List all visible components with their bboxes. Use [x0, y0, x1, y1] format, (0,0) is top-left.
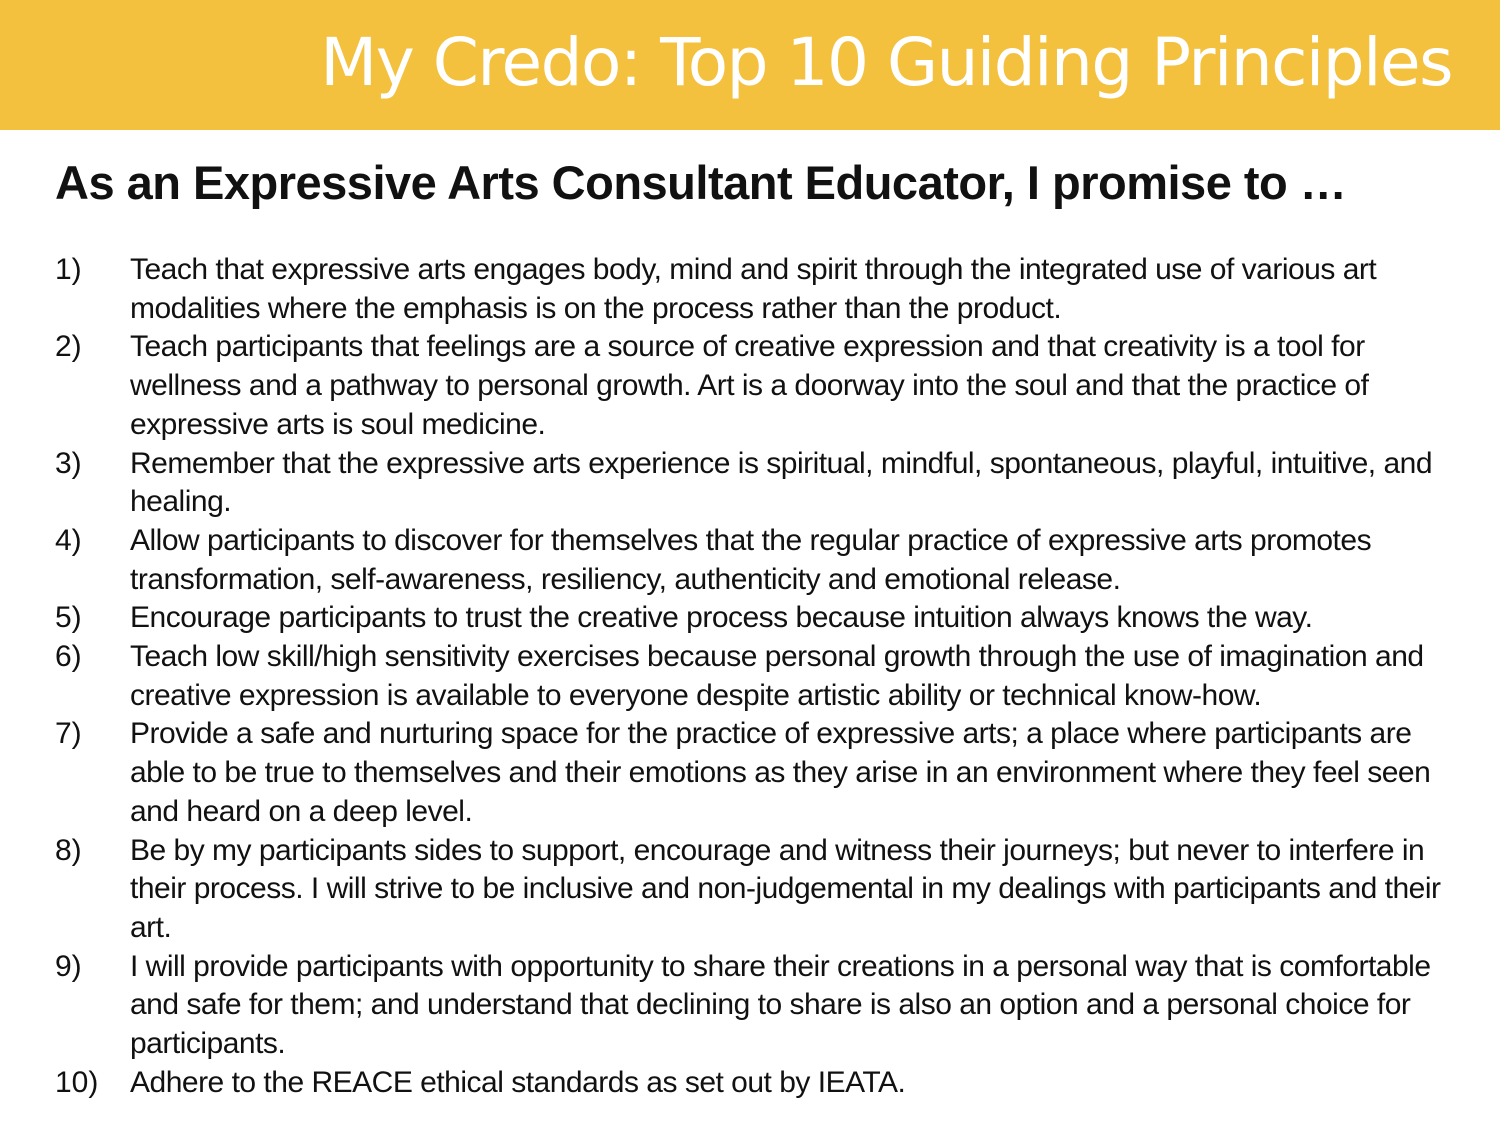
principle-item-9	[55, 948, 1455, 1064]
principle-text: Teach participants that feelings are a source of creative expression and that creativity is a tool for wellness and a pathway to personal growth. Art is a doorway into the soul and that the practice of expressive arts is soul medicine.	[130, 330, 1369, 441]
principle-text: Be by my participants sides to support, encourage and witness their journeys; but never to interfere in their process. I will strive to be inclusive and non-judgemental in my dealings with participants and their art.	[130, 833, 1441, 944]
principle-number: 5)	[55, 601, 82, 635]
principle-item-2	[55, 328, 1455, 444]
principle-text: Adhere to the REACE ethical standards as set out by IEATA.	[130, 1065, 906, 1099]
principle-item-7	[55, 715, 1455, 831]
principle-text: Provide a safe and nurturing space for the practice of expressive arts; a place where participants are able to be true to themselves and their emotions as they arise in an environment where they feel seen and heard on a deep level.	[130, 717, 1431, 828]
principle-text: I will provide participants with opportunity to share their creations in a personal way that is comfortable and safe for them; and understand that declining to share is also an option and a personal choice for participants.	[130, 949, 1431, 1061]
title-bar	[0, 0, 1500, 130]
subtitle: As an Expressive Arts Consultant Educator, I promise to …	[55, 156, 1347, 209]
principle-text: Remember that the expressive arts experience is spiritual, mindful, spontaneous, playful, intuitive, and healing.	[130, 446, 1433, 519]
page-title: My Credo: Top 10 Guiding Principles	[320, 24, 1452, 101]
principle-text: Teach low skill/high sensitivity exercises because personal growth through the use of imagination and creative expression is available to everyone despite artistic ability or technical know-how.	[130, 640, 1424, 712]
principle-item-8	[55, 832, 1455, 948]
principle-number: 1)	[55, 253, 82, 286]
principle-text: Teach that expressive arts engages body, mind and spirit through the integrated use of various art modalities where the emphasis is on the process rather than the product.	[130, 253, 1377, 325]
principle-number: 10)	[55, 1065, 99, 1099]
principle-item-4	[55, 522, 1455, 599]
principle-number: 9)	[55, 949, 82, 983]
principles-list	[55, 251, 1455, 1102]
principle-number: 3)	[55, 446, 82, 480]
principle-item-3	[55, 445, 1455, 522]
principle-number: 7)	[55, 717, 82, 751]
principle-item-6	[55, 638, 1455, 715]
principle-item-5	[55, 599, 1455, 638]
principle-number: 8)	[55, 833, 82, 867]
principle-text: Allow participants to discover for themselves that the regular practice of expressive arts promotes transformation, self-awareness, resiliency, authenticity and emotional release.	[130, 523, 1372, 596]
principle-text: Encourage participants to trust the creative process because intuition always knows the way.	[130, 601, 1313, 635]
principle-number: 2)	[55, 330, 82, 364]
principle-number: 4)	[55, 523, 82, 557]
principle-item-1	[55, 251, 1455, 328]
principle-number: 6)	[55, 640, 82, 674]
principle-item-10	[55, 1064, 1455, 1103]
